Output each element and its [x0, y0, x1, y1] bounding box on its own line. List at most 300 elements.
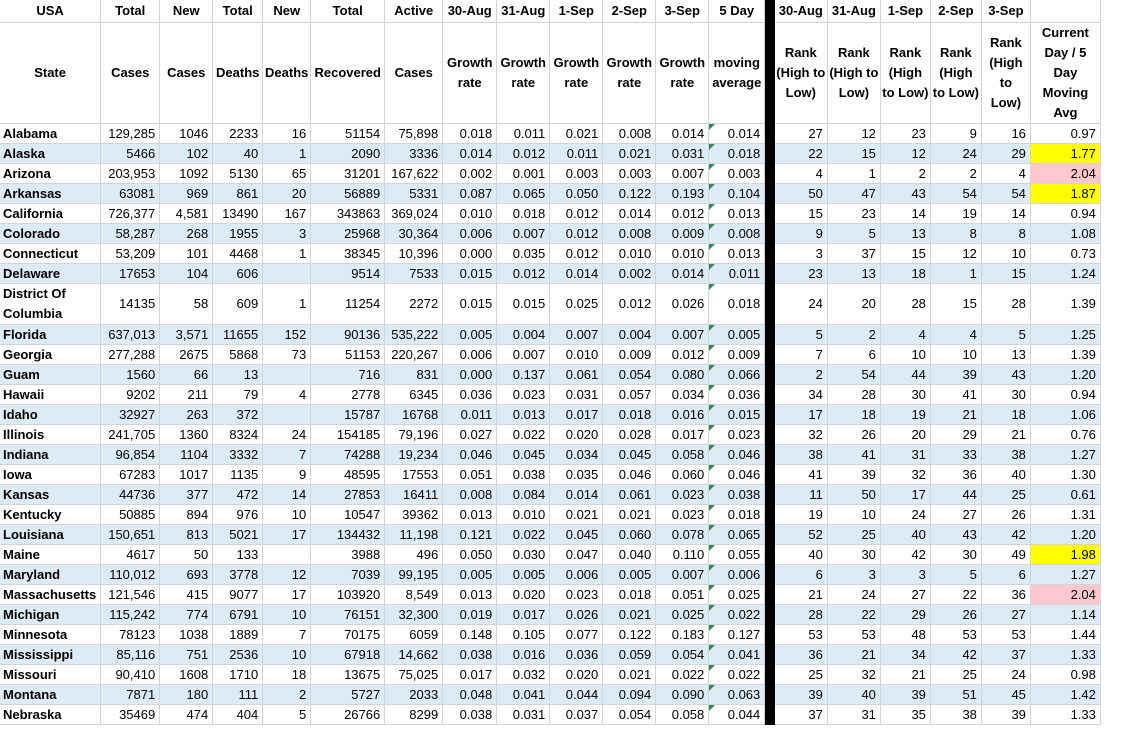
ratio-cell[interactable]: 1.06 — [1030, 405, 1100, 425]
data-cell[interactable]: 75,898 — [385, 124, 443, 144]
data-cell[interactable]: 5466 — [101, 144, 160, 164]
column-divider[interactable] — [765, 385, 775, 405]
data-cell[interactable]: 0.017 — [443, 665, 497, 685]
data-cell[interactable]: 28 — [775, 605, 828, 625]
data-cell[interactable]: 0.077 — [550, 625, 603, 645]
data-cell[interactable]: 12 — [263, 565, 311, 585]
header-cell[interactable]: 2-Sep — [930, 0, 981, 23]
data-cell[interactable]: 11655 — [213, 325, 263, 345]
data-cell[interactable]: 0.010 — [603, 244, 656, 264]
data-cell[interactable]: 18 — [981, 405, 1030, 425]
ratio-cell[interactable]: 1.24 — [1030, 264, 1100, 284]
data-cell[interactable]: 90,410 — [101, 665, 160, 685]
data-cell[interactable]: 39 — [775, 685, 828, 705]
data-cell[interactable]: 0.080 — [656, 365, 709, 385]
column-divider[interactable] — [765, 525, 775, 545]
ratio-cell[interactable]: 0.98 — [1030, 665, 1100, 685]
data-cell[interactable]: 12 — [880, 144, 930, 164]
data-cell[interactable]: 0.021 — [603, 605, 656, 625]
data-cell[interactable]: 0.023 — [550, 585, 603, 605]
moving-average-cell[interactable]: 0.022 — [709, 665, 765, 685]
data-cell[interactable]: 0.014 — [443, 144, 497, 164]
data-cell[interactable]: 474 — [160, 705, 213, 725]
data-cell[interactable]: 35 — [880, 705, 930, 725]
data-cell[interactable]: 0.013 — [497, 405, 550, 425]
data-cell[interactable]: 56889 — [311, 184, 385, 204]
state-name-cell[interactable]: District Of Columbia — [0, 284, 101, 325]
data-cell[interactable]: 14 — [880, 204, 930, 224]
data-cell[interactable]: 0.022 — [497, 525, 550, 545]
data-cell[interactable]: 50 — [775, 184, 828, 204]
data-cell[interactable]: 111 — [213, 685, 263, 705]
data-cell[interactable]: 5868 — [213, 345, 263, 365]
data-cell[interactable]: 37 — [827, 244, 880, 264]
data-cell[interactable]: 29 — [880, 605, 930, 625]
data-cell[interactable]: 0.004 — [497, 325, 550, 345]
data-cell[interactable]: 30,364 — [385, 224, 443, 244]
data-cell[interactable]: 0.065 — [497, 184, 550, 204]
data-cell[interactable]: 1710 — [213, 665, 263, 685]
data-cell[interactable]: 17 — [263, 585, 311, 605]
data-cell[interactable]: 4,581 — [160, 204, 213, 224]
data-cell[interactable]: 0.014 — [550, 264, 603, 284]
data-cell[interactable]: 14,662 — [385, 645, 443, 665]
data-cell[interactable]: 15 — [827, 144, 880, 164]
data-cell[interactable]: 0.015 — [443, 264, 497, 284]
data-cell[interactable]: 0.018 — [603, 585, 656, 605]
header-cell[interactable]: 30-Aug — [775, 0, 828, 23]
data-cell[interactable]: 133 — [213, 545, 263, 565]
data-cell[interactable]: 0.045 — [603, 445, 656, 465]
data-cell[interactable]: 10 — [263, 505, 311, 525]
state-name-cell[interactable]: Indiana — [0, 445, 101, 465]
header-label-cell[interactable]: Deaths — [213, 23, 263, 124]
data-cell[interactable]: 44 — [930, 485, 981, 505]
moving-average-cell[interactable]: 0.011 — [709, 264, 765, 284]
data-cell[interactable]: 134432 — [311, 525, 385, 545]
data-cell[interactable]: 18 — [880, 264, 930, 284]
moving-average-cell[interactable]: 0.015 — [709, 405, 765, 425]
data-cell[interactable]: 47 — [827, 184, 880, 204]
data-cell[interactable]: 5130 — [213, 164, 263, 184]
data-cell[interactable]: 26 — [981, 505, 1030, 525]
moving-average-cell[interactable]: 0.022 — [709, 605, 765, 625]
column-divider[interactable] — [765, 505, 775, 525]
data-cell[interactable]: 167,622 — [385, 164, 443, 184]
moving-average-cell[interactable]: 0.018 — [709, 144, 765, 164]
data-cell[interactable]: 1360 — [160, 425, 213, 445]
data-cell[interactable]: 0.016 — [656, 405, 709, 425]
data-cell[interactable]: 10,396 — [385, 244, 443, 264]
header-label-cell[interactable]: Rank (High to Low) — [827, 23, 880, 124]
data-cell[interactable]: 0.032 — [497, 665, 550, 685]
state-name-cell[interactable]: Delaware — [0, 264, 101, 284]
state-name-cell[interactable]: Arizona — [0, 164, 101, 184]
data-cell[interactable]: 726,377 — [101, 204, 160, 224]
data-cell[interactable]: 18 — [827, 405, 880, 425]
ratio-cell[interactable]: 1.25 — [1030, 325, 1100, 345]
data-cell[interactable]: 0.021 — [603, 144, 656, 164]
column-divider[interactable] — [765, 164, 775, 184]
data-cell[interactable]: 0.012 — [550, 204, 603, 224]
moving-average-cell[interactable]: 0.046 — [709, 465, 765, 485]
data-cell[interactable]: 0.004 — [603, 325, 656, 345]
data-cell[interactable]: 32 — [880, 465, 930, 485]
data-cell[interactable]: 25 — [827, 525, 880, 545]
data-cell[interactable]: 0.038 — [497, 465, 550, 485]
data-cell[interactable]: 43 — [880, 184, 930, 204]
data-cell[interactable]: 18 — [263, 665, 311, 685]
data-cell[interactable]: 66 — [160, 365, 213, 385]
data-cell[interactable]: 0.010 — [550, 345, 603, 365]
moving-average-cell[interactable]: 0.104 — [709, 184, 765, 204]
state-name-cell[interactable]: Maryland — [0, 565, 101, 585]
data-cell[interactable]: 0.034 — [550, 445, 603, 465]
ratio-cell[interactable]: 1.77 — [1030, 144, 1100, 164]
header-cell[interactable]: 31-Aug — [827, 0, 880, 23]
data-cell[interactable]: 5331 — [385, 184, 443, 204]
state-name-cell[interactable]: Colorado — [0, 224, 101, 244]
data-cell[interactable]: 2 — [880, 164, 930, 184]
data-cell[interactable]: 0.003 — [550, 164, 603, 184]
state-name-cell[interactable]: Georgia — [0, 345, 101, 365]
data-cell[interactable]: 79,196 — [385, 425, 443, 445]
data-cell[interactable]: 0.061 — [550, 365, 603, 385]
column-divider[interactable] — [765, 23, 775, 124]
column-divider[interactable] — [765, 465, 775, 485]
data-cell[interactable]: 13 — [981, 345, 1030, 365]
data-cell[interactable]: 0.010 — [656, 244, 709, 264]
column-divider[interactable] — [765, 485, 775, 505]
data-cell[interactable]: 102 — [160, 144, 213, 164]
ratio-cell[interactable]: 2.04 — [1030, 164, 1100, 184]
state-name-cell[interactable]: Florida — [0, 325, 101, 345]
data-cell[interactable]: 54 — [930, 184, 981, 204]
data-cell[interactable]: 0.005 — [443, 325, 497, 345]
state-name-cell[interactable]: Montana — [0, 685, 101, 705]
data-cell[interactable]: 6 — [827, 345, 880, 365]
data-cell[interactable]: 263 — [160, 405, 213, 425]
data-cell[interactable]: 6345 — [385, 385, 443, 405]
data-cell[interactable]: 0.013 — [443, 505, 497, 525]
data-cell[interactable]: 19 — [775, 505, 828, 525]
data-cell[interactable]: 0.050 — [443, 545, 497, 565]
column-divider[interactable] — [765, 284, 775, 325]
data-cell[interactable]: 2675 — [160, 345, 213, 365]
column-divider[interactable] — [765, 445, 775, 465]
data-cell[interactable]: 14 — [263, 485, 311, 505]
data-cell[interactable]: 24 — [263, 425, 311, 445]
data-cell[interactable]: 19 — [930, 204, 981, 224]
data-cell[interactable]: 0.044 — [550, 685, 603, 705]
data-cell[interactable]: 0.006 — [550, 565, 603, 585]
data-cell[interactable]: 22 — [827, 605, 880, 625]
data-cell[interactable]: 976 — [213, 505, 263, 525]
data-cell[interactable]: 29 — [981, 144, 1030, 164]
data-cell[interactable]: 50 — [827, 485, 880, 505]
data-cell[interactable]: 27 — [930, 505, 981, 525]
moving-average-cell[interactable]: 0.044 — [709, 705, 765, 725]
header-label-cell[interactable]: Growth rate — [656, 23, 709, 124]
header-label-cell[interactable]: Growth rate — [497, 23, 550, 124]
data-cell[interactable]: 6059 — [385, 625, 443, 645]
data-cell[interactable]: 28 — [827, 385, 880, 405]
data-cell[interactable]: 39 — [930, 365, 981, 385]
data-cell[interactable]: 15787 — [311, 405, 385, 425]
header-cell[interactable]: 3-Sep — [656, 0, 709, 23]
data-cell[interactable]: 74288 — [311, 445, 385, 465]
data-cell[interactable]: 10 — [981, 244, 1030, 264]
moving-average-cell[interactable]: 0.065 — [709, 525, 765, 545]
data-cell[interactable]: 19 — [880, 405, 930, 425]
ratio-cell[interactable]: 1.39 — [1030, 284, 1100, 325]
data-cell[interactable]: 26 — [930, 605, 981, 625]
data-cell[interactable]: 50 — [160, 545, 213, 565]
data-cell[interactable]: 0.012 — [550, 244, 603, 264]
state-name-cell[interactable]: Kansas — [0, 485, 101, 505]
data-cell[interactable]: 17 — [880, 485, 930, 505]
column-divider[interactable] — [765, 204, 775, 224]
data-cell[interactable]: 3336 — [385, 144, 443, 164]
data-cell[interactable] — [263, 405, 311, 425]
moving-average-cell[interactable]: 0.013 — [709, 244, 765, 264]
header-cell[interactable]: 30-Aug — [443, 0, 497, 23]
moving-average-cell[interactable]: 0.046 — [709, 445, 765, 465]
data-cell[interactable]: 51 — [930, 685, 981, 705]
data-cell[interactable]: 21 — [981, 425, 1030, 445]
data-cell[interactable]: 0.007 — [550, 325, 603, 345]
data-cell[interactable]: 369,024 — [385, 204, 443, 224]
data-cell[interactable]: 0.020 — [497, 585, 550, 605]
data-cell[interactable]: 0.026 — [550, 605, 603, 625]
data-cell[interactable]: 152 — [263, 325, 311, 345]
data-cell[interactable]: 2 — [827, 325, 880, 345]
data-cell[interactable]: 53 — [775, 625, 828, 645]
data-cell[interactable]: 1135 — [213, 465, 263, 485]
data-cell[interactable]: 969 — [160, 184, 213, 204]
data-cell[interactable]: 0.193 — [656, 184, 709, 204]
data-cell[interactable]: 23 — [827, 204, 880, 224]
data-cell[interactable]: 0.087 — [443, 184, 497, 204]
data-cell[interactable]: 3 — [263, 224, 311, 244]
data-cell[interactable]: 0.006 — [443, 345, 497, 365]
header-cell[interactable]: 1-Sep — [880, 0, 930, 23]
header-label-cell[interactable]: Growth rate — [550, 23, 603, 124]
state-name-cell[interactable]: Idaho — [0, 405, 101, 425]
header-cell[interactable]: New — [160, 0, 213, 23]
data-cell[interactable]: 0.018 — [603, 405, 656, 425]
data-cell[interactable]: 5 — [981, 325, 1030, 345]
data-cell[interactable]: 25 — [775, 665, 828, 685]
column-divider[interactable] — [765, 325, 775, 345]
data-cell[interactable]: 0.015 — [443, 284, 497, 325]
state-name-cell[interactable]: Hawaii — [0, 385, 101, 405]
data-cell[interactable]: 41 — [827, 445, 880, 465]
column-divider[interactable] — [765, 264, 775, 284]
column-divider[interactable] — [765, 144, 775, 164]
data-cell[interactable]: 42 — [930, 645, 981, 665]
data-cell[interactable]: 31201 — [311, 164, 385, 184]
data-cell[interactable]: 63081 — [101, 184, 160, 204]
header-label-cell[interactable]: State — [0, 23, 101, 124]
data-cell[interactable]: 28 — [981, 284, 1030, 325]
ratio-cell[interactable]: 1.14 — [1030, 605, 1100, 625]
data-cell[interactable]: 8 — [930, 224, 981, 244]
data-cell[interactable]: 606 — [213, 264, 263, 284]
data-cell[interactable]: 0.023 — [656, 505, 709, 525]
data-cell[interactable]: 30 — [880, 385, 930, 405]
data-cell[interactable]: 37 — [981, 645, 1030, 665]
data-cell[interactable]: 404 — [213, 705, 263, 725]
column-divider[interactable] — [765, 665, 775, 685]
data-cell[interactable]: 0.017 — [550, 405, 603, 425]
data-cell[interactable]: 0.036 — [443, 385, 497, 405]
moving-average-cell[interactable]: 0.018 — [709, 284, 765, 325]
data-cell[interactable]: 30 — [930, 545, 981, 565]
data-cell[interactable]: 0.057 — [603, 385, 656, 405]
data-cell[interactable]: 39 — [981, 705, 1030, 725]
data-cell[interactable]: 24 — [981, 665, 1030, 685]
data-cell[interactable]: 3 — [880, 565, 930, 585]
data-cell[interactable]: 0.094 — [603, 685, 656, 705]
data-cell[interactable] — [263, 264, 311, 284]
data-cell[interactable]: 0.003 — [603, 164, 656, 184]
data-cell[interactable]: 52 — [775, 525, 828, 545]
data-cell[interactable]: 0.012 — [550, 224, 603, 244]
column-divider[interactable] — [765, 625, 775, 645]
data-cell[interactable]: 535,222 — [385, 325, 443, 345]
data-cell[interactable]: 377 — [160, 485, 213, 505]
data-cell[interactable]: 0.045 — [497, 445, 550, 465]
state-name-cell[interactable]: Mississippi — [0, 645, 101, 665]
moving-average-cell[interactable]: 0.023 — [709, 425, 765, 445]
data-cell[interactable]: 54 — [981, 184, 1030, 204]
state-name-cell[interactable]: Massachusetts — [0, 585, 101, 605]
data-cell[interactable]: 51154 — [311, 124, 385, 144]
moving-average-cell[interactable]: 0.018 — [709, 505, 765, 525]
data-cell[interactable]: 0.016 — [497, 645, 550, 665]
state-name-cell[interactable]: Minnesota — [0, 625, 101, 645]
ratio-cell[interactable]: 0.61 — [1030, 485, 1100, 505]
data-cell[interactable]: 16411 — [385, 485, 443, 505]
data-cell[interactable]: 31 — [827, 705, 880, 725]
data-cell[interactable]: 0.084 — [497, 485, 550, 505]
data-cell[interactable]: 3778 — [213, 565, 263, 585]
header-cell[interactable]: New — [263, 0, 311, 23]
data-cell[interactable]: 1 — [930, 264, 981, 284]
moving-average-cell[interactable]: 0.038 — [709, 485, 765, 505]
data-cell[interactable]: 167 — [263, 204, 311, 224]
header-label-cell[interactable]: moving average — [709, 23, 765, 124]
header-cell[interactable]: USA — [0, 0, 101, 23]
moving-average-cell[interactable]: 0.066 — [709, 365, 765, 385]
column-divider[interactable] — [765, 645, 775, 665]
data-cell[interactable]: 24 — [930, 144, 981, 164]
ratio-cell[interactable]: 1.42 — [1030, 685, 1100, 705]
ratio-cell[interactable]: 1.20 — [1030, 365, 1100, 385]
data-cell[interactable]: 1560 — [101, 365, 160, 385]
data-cell[interactable]: 0.001 — [497, 164, 550, 184]
data-cell[interactable]: 0.002 — [443, 164, 497, 184]
data-cell[interactable]: 0.122 — [603, 625, 656, 645]
ratio-cell[interactable]: 0.94 — [1030, 204, 1100, 224]
moving-average-cell[interactable]: 0.009 — [709, 345, 765, 365]
data-cell[interactable]: 16768 — [385, 405, 443, 425]
data-cell[interactable]: 40 — [880, 525, 930, 545]
header-cell[interactable]: 3-Sep — [981, 0, 1030, 23]
data-cell[interactable]: 45 — [981, 685, 1030, 705]
data-cell[interactable]: 70175 — [311, 625, 385, 645]
data-cell[interactable]: 43 — [930, 525, 981, 545]
data-cell[interactable]: 0.012 — [656, 204, 709, 224]
header-label-cell[interactable]: Growth rate — [603, 23, 656, 124]
data-cell[interactable]: 0.010 — [497, 505, 550, 525]
column-divider[interactable] — [765, 685, 775, 705]
data-cell[interactable]: 0.122 — [603, 184, 656, 204]
data-cell[interactable]: 53,209 — [101, 244, 160, 264]
data-cell[interactable]: 20 — [263, 184, 311, 204]
ratio-cell[interactable]: 0.73 — [1030, 244, 1100, 264]
data-cell[interactable]: 39 — [827, 465, 880, 485]
data-cell[interactable]: 2033 — [385, 685, 443, 705]
data-cell[interactable]: 12 — [827, 124, 880, 144]
data-cell[interactable]: 36 — [981, 585, 1030, 605]
data-cell[interactable]: 5 — [827, 224, 880, 244]
data-cell[interactable]: 16 — [981, 124, 1030, 144]
data-cell[interactable]: 13 — [213, 365, 263, 385]
data-cell[interactable]: 0.046 — [603, 465, 656, 485]
data-cell[interactable]: 38 — [930, 705, 981, 725]
ratio-cell[interactable]: 0.94 — [1030, 385, 1100, 405]
data-cell[interactable]: 0.034 — [656, 385, 709, 405]
data-cell[interactable]: 716 — [311, 365, 385, 385]
data-cell[interactable]: 36 — [775, 645, 828, 665]
data-cell[interactable] — [263, 545, 311, 565]
data-cell[interactable]: 42 — [981, 525, 1030, 545]
header-cell[interactable]: Active — [385, 0, 443, 23]
data-cell[interactable]: 14 — [981, 204, 1030, 224]
data-cell[interactable]: 0.025 — [656, 605, 709, 625]
data-cell[interactable]: 10 — [930, 345, 981, 365]
data-cell[interactable] — [263, 365, 311, 385]
state-name-cell[interactable]: Alaska — [0, 144, 101, 164]
data-cell[interactable]: 0.014 — [656, 264, 709, 284]
ratio-cell[interactable]: 1.08 — [1030, 224, 1100, 244]
data-cell[interactable]: 32 — [827, 665, 880, 685]
data-cell[interactable]: 8,549 — [385, 585, 443, 605]
ratio-cell[interactable]: 1.98 — [1030, 545, 1100, 565]
data-cell[interactable]: 0.012 — [497, 144, 550, 164]
data-cell[interactable]: 0.022 — [656, 665, 709, 685]
data-cell[interactable]: 53 — [981, 625, 1030, 645]
data-cell[interactable]: 894 — [160, 505, 213, 525]
data-cell[interactable]: 13675 — [311, 665, 385, 685]
data-cell[interactable]: 0.012 — [497, 264, 550, 284]
data-cell[interactable]: 1017 — [160, 465, 213, 485]
header-label-cell[interactable]: Deaths — [263, 23, 311, 124]
data-cell[interactable]: 220,267 — [385, 345, 443, 365]
data-cell[interactable]: 7 — [263, 445, 311, 465]
column-divider[interactable] — [765, 585, 775, 605]
data-cell[interactable]: 3 — [827, 565, 880, 585]
data-cell[interactable]: 0.018 — [443, 124, 497, 144]
column-divider[interactable] — [765, 184, 775, 204]
data-cell[interactable]: 65 — [263, 164, 311, 184]
data-cell[interactable]: 0.017 — [497, 605, 550, 625]
data-cell[interactable]: 0.060 — [656, 465, 709, 485]
data-cell[interactable]: 10 — [880, 345, 930, 365]
data-cell[interactable]: 0.035 — [497, 244, 550, 264]
